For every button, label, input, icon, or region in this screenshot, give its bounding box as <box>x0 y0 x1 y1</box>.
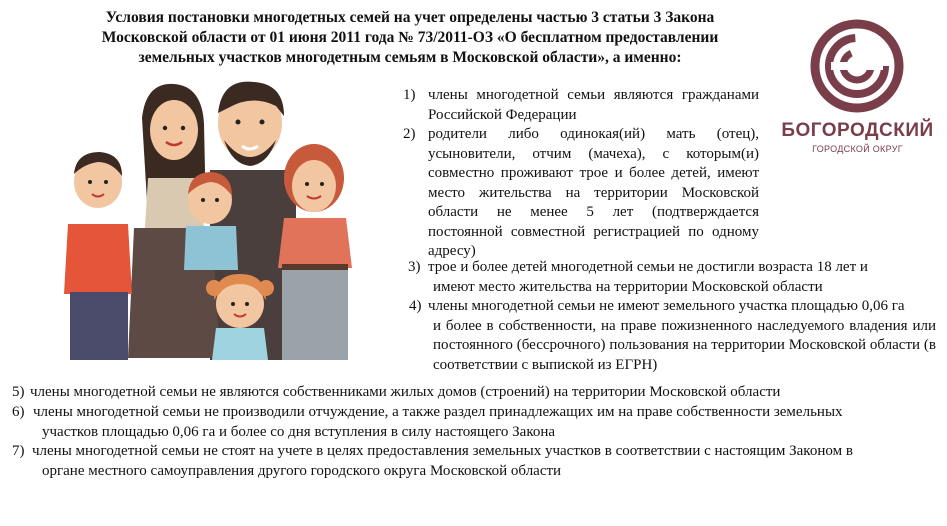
condition-2 <box>403 125 759 262</box>
condition-text: члены многодетной семьи не имеют земельного участка площадью 0,06 га <box>428 298 905 314</box>
condition-number: 6) <box>12 404 25 420</box>
condition-text: члены многодетной семьи не являются собственниками жилых домов (строений) на территории Московской области <box>30 384 781 400</box>
condition-7 <box>12 442 932 481</box>
document-title <box>60 8 760 68</box>
logo-subtitle: ГОРОДСКОЙ ОКРУГ <box>812 144 903 154</box>
condition-text: имеют место жительства на территории Московской области <box>433 278 823 295</box>
family-illustration <box>62 78 372 360</box>
condition-number: 2) <box>403 126 416 142</box>
condition-5 <box>12 383 932 403</box>
boy-figure <box>64 152 132 360</box>
condition-number: 3) <box>408 259 421 275</box>
sister-figure <box>278 144 352 360</box>
condition-text: участков площадью 0,06 га и более со дня вступления в силу настоящего Закона <box>42 423 556 440</box>
condition-number: 1) <box>403 87 416 103</box>
condition-text: родители либо одинокая(ий) мать (отец), усыновители, отчим (мачеха), с которым(и) совместно проживают трое и более детей, имеют место жительства на территории Московской области не менее 5 лет (подтверждается постоянной совместной регистрацией по одному адресу) <box>428 126 759 259</box>
title-line: Московской области от 01 июня 2011 года № 73/2011-ОЗ «О бесплатном предоставлении <box>101 29 719 46</box>
condition-text: члены многодетной семьи не производили отчуждение, а также раздел принадлежащих им на праве собственности земельных <box>33 404 843 420</box>
condition-number: 5) <box>12 384 25 400</box>
title-line: земельных участков многодетным семьям в Московской области», а именно: <box>138 49 682 66</box>
condition-4 <box>409 297 936 375</box>
logo-emblem-icon <box>775 18 940 118</box>
condition-1 <box>403 86 759 125</box>
title-line: Условия постановки многодетных семей на учет определены частью 3 статьи 3 Закона <box>105 9 715 26</box>
condition-number: 7) <box>12 443 25 459</box>
condition-3 <box>408 258 936 297</box>
condition-6 <box>12 403 932 442</box>
condition-text: члены многодетной семьи являются гражданами Российской Федерации <box>428 87 759 123</box>
condition-number: 4) <box>409 298 422 314</box>
condition-text: органе местного самоуправления другого городского округа Московской области <box>42 462 562 479</box>
condition-text: и более в собственности, на праве пожизненного наследуемого владения или постоянного (бессрочного) пользования на территории Московской области (в соответствии с выпиской из ЕГРН) <box>433 317 936 373</box>
logo-name: БОГОРОДСКИЙ <box>781 120 934 141</box>
condition-text: трое и более детей многодетной семьи не достигли возраста 18 лет и <box>428 259 868 275</box>
condition-text: члены многодетной семьи не стоят на учете в целях предоставления земельных участков в соответствии с настоящим Законом в <box>32 443 853 459</box>
bogorodsky-logo <box>775 18 940 168</box>
